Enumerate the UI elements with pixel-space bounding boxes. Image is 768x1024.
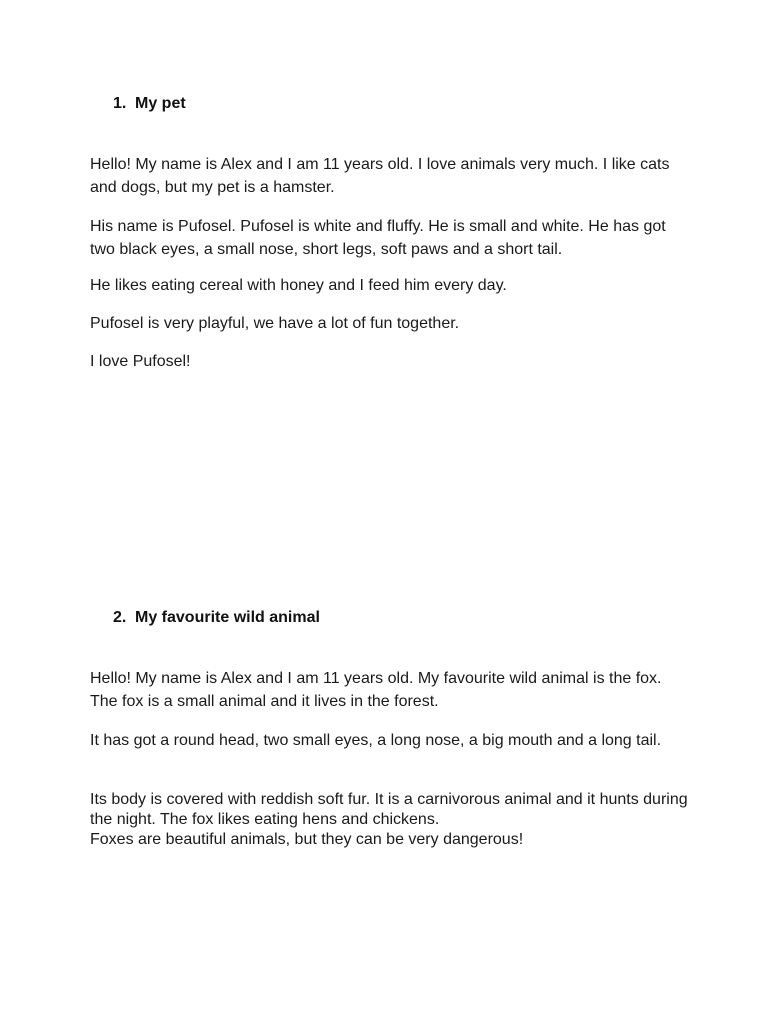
- section-2-paragraph-3: [90, 790, 690, 850]
- section-2-paragraph-1: Hello! My name is Alex and I am 11 years old. My favourite wild animal is the fox. The fox is a small animal and it lives in the forest.: [90, 670, 662, 710]
- section-2-number: 2.: [113, 609, 127, 626]
- section-2-paragraph-2: It has got a round head, two small eyes, a long nose, a big mouth and a long tail.: [90, 732, 662, 749]
- section-1-paragraph-1: Hello! My name is Alex and I am 11 years old. I love animals very much. I like cats and dogs, but my pet is a hamster.: [90, 156, 670, 196]
- section-2-heading: [113, 608, 320, 628]
- section-1-number: 1.: [113, 95, 127, 112]
- section-2-paragraph-4: Foxes are beautiful animals, but they can be very dangerous!: [90, 831, 524, 848]
- section-1-paragraph-3: He likes eating cereal with honey and I feed him every day.: [90, 277, 507, 294]
- section-1-paragraph-5: I love Pufosel!: [90, 353, 191, 370]
- section-2-title: My favourite wild animal: [135, 609, 320, 626]
- section-1-paragraph-4: Pufosel is very playful, we have a lot of fun together.: [90, 315, 460, 332]
- section-1-heading: [113, 94, 186, 114]
- section-1-title: My pet: [135, 95, 186, 112]
- section-2-paragraph-3-text: Its body is covered with reddish soft fur. It is a carnivorous animal and it hunts during the night. The fox likes eating hens and chickens.: [90, 791, 688, 828]
- section-1-paragraph-2: His name is Pufosel. Pufosel is white and fluffy. He is small and white. He has got two black eyes, a small nose, short legs, soft paws and a short tail.: [90, 218, 666, 258]
